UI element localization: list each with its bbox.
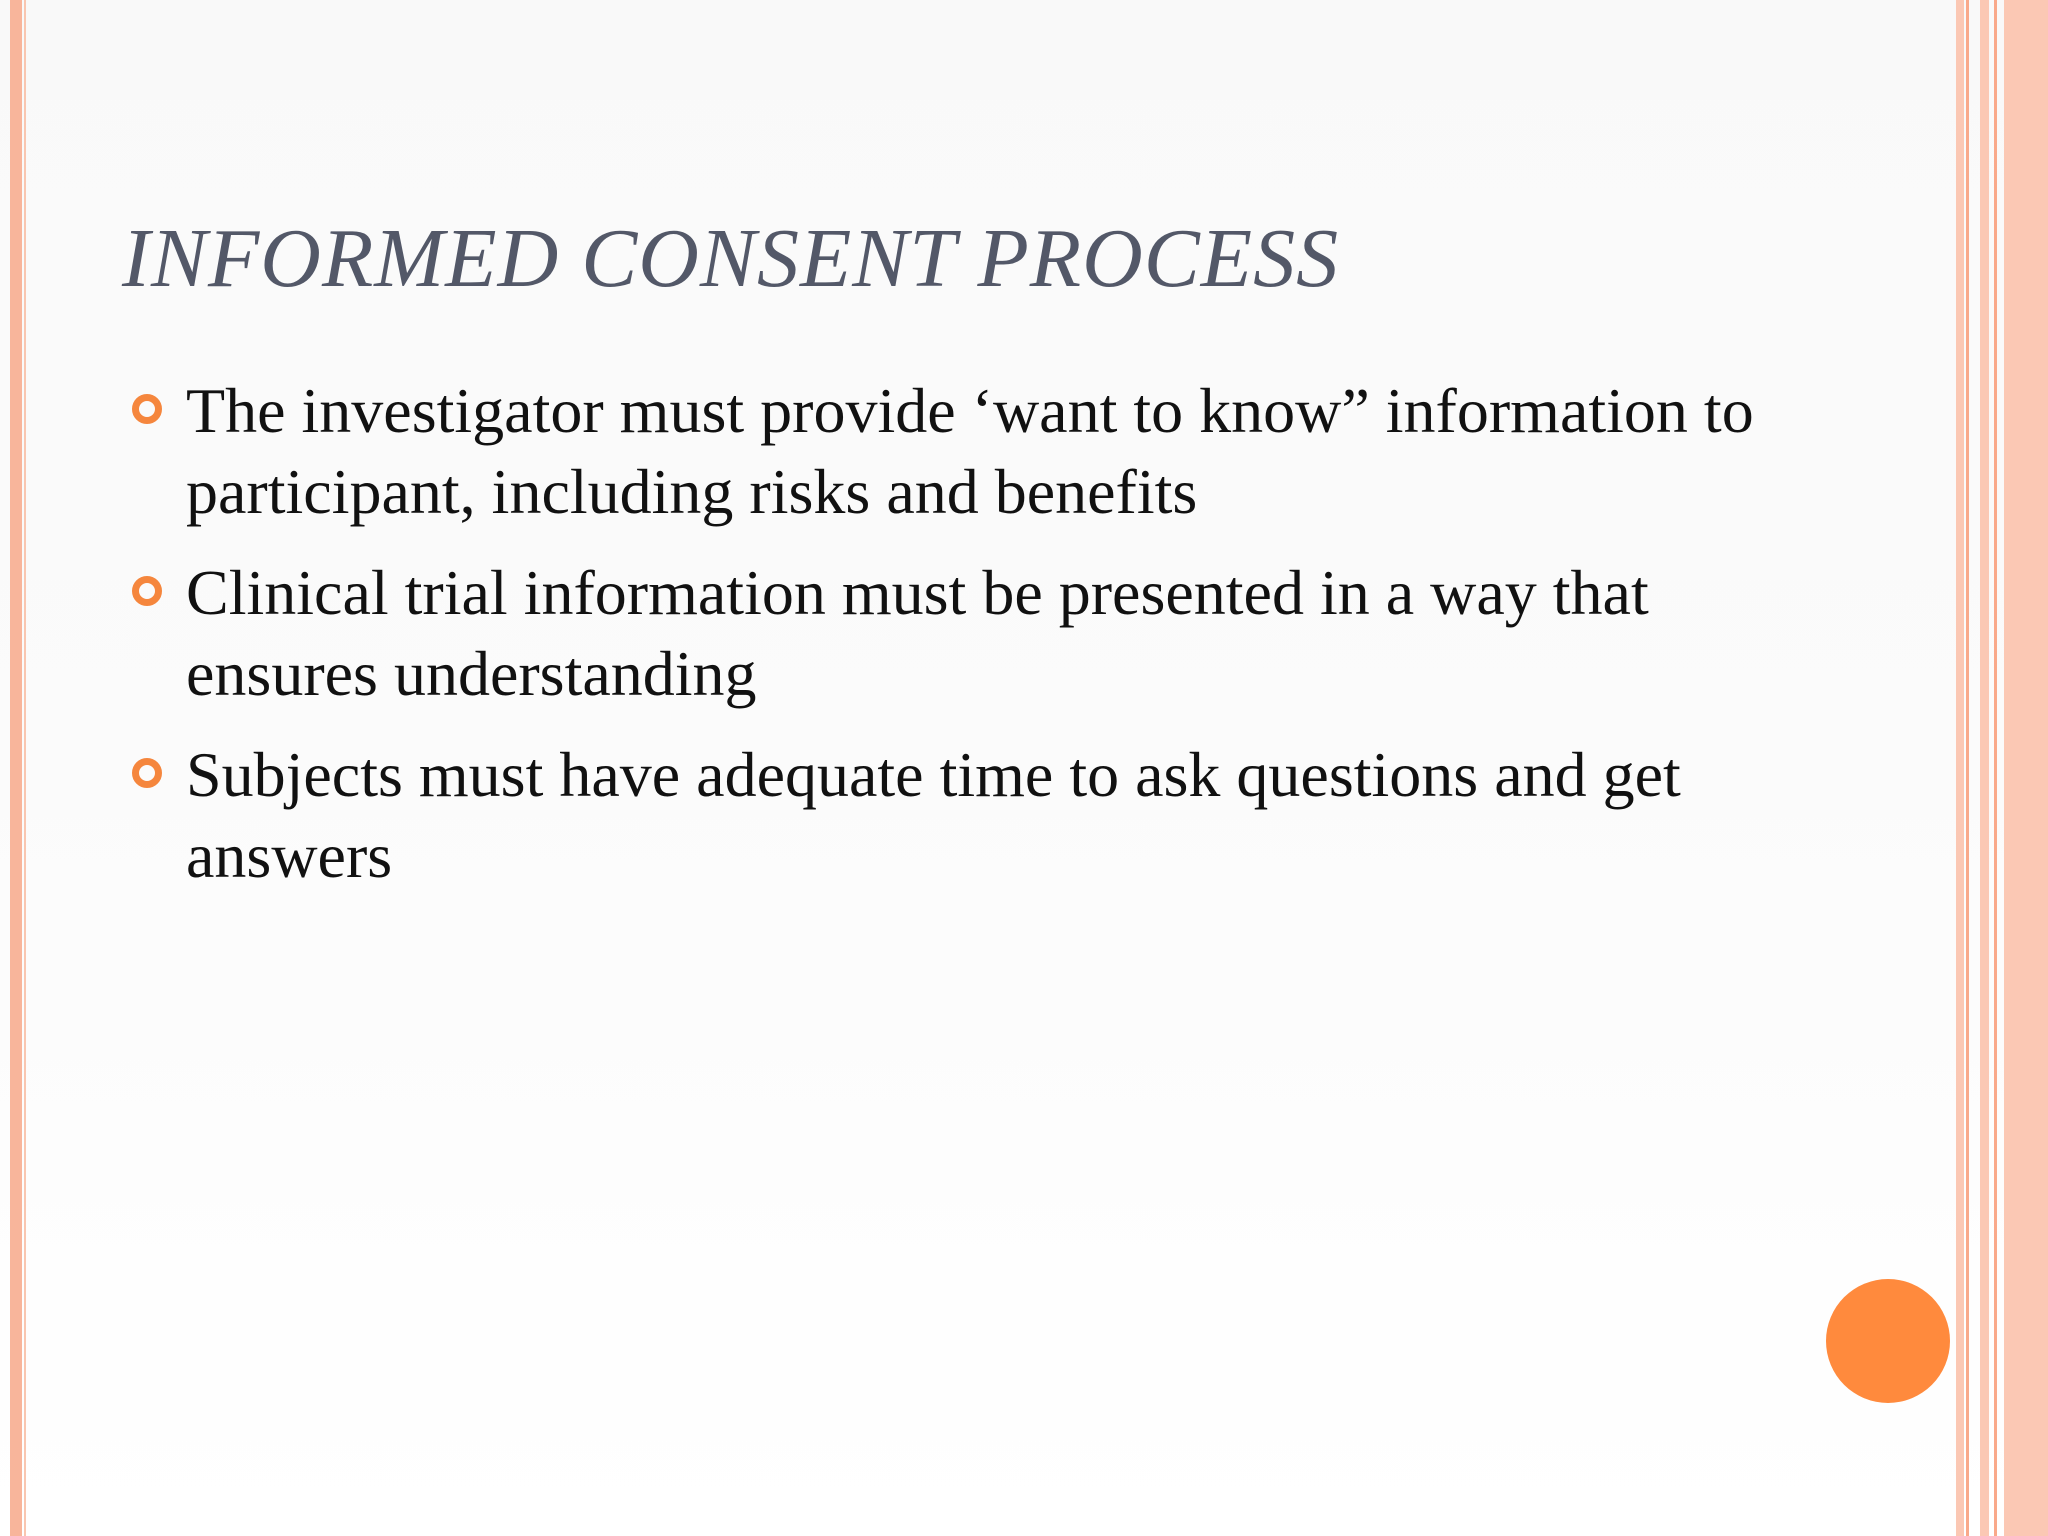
bullet-item [126, 370, 1766, 532]
right-border-stripe [1956, 0, 1964, 1536]
left-border-stripe [10, 0, 22, 1536]
right-border-stripe [1980, 0, 1989, 1536]
bullet-text: Clinical trial information must be presented in a way that ensures understanding [186, 557, 1649, 709]
left-border-line [24, 0, 26, 1536]
bullet-text: The investigator must provide ‘want to know” information to participant, including risks and benefits [186, 375, 1754, 527]
bullet-item [126, 734, 1766, 896]
right-border-line [1966, 0, 1969, 1536]
bullet-circle-icon [132, 758, 162, 788]
bullet-item [126, 552, 1766, 714]
bullet-circle-icon [132, 576, 162, 606]
orange-circle-decoration [1826, 1279, 1950, 1403]
bullet-text: Subjects must have adequate time to ask questions and get answers [186, 739, 1681, 891]
bullet-circle-icon [132, 394, 162, 424]
right-border-stripe [2004, 0, 2048, 1536]
bullet-list [126, 370, 1766, 916]
right-border-line [1994, 0, 1997, 1536]
slide-title: INFORMED CONSENT PROCESS [122, 212, 1340, 305]
